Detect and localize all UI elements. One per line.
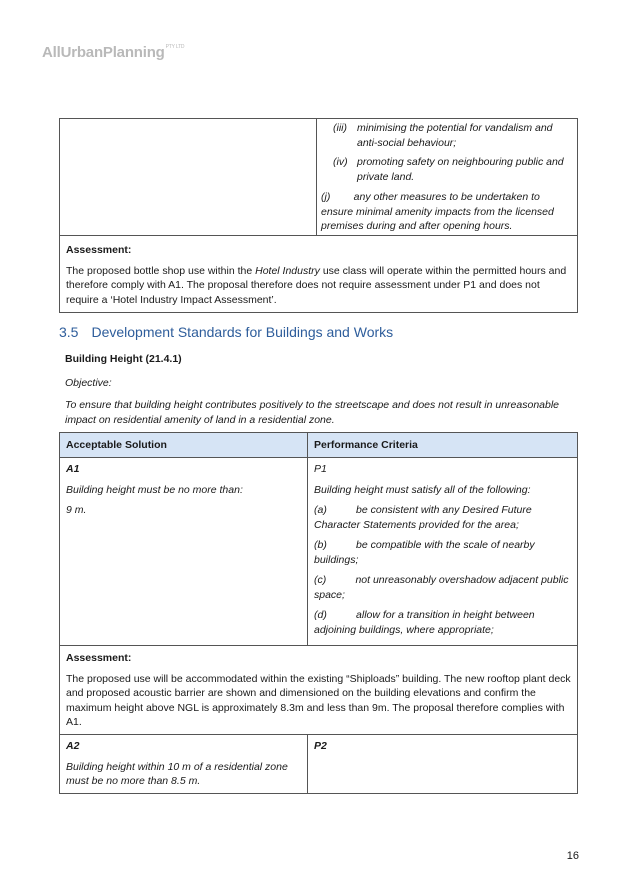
list-text: promoting safety on neighbouring public and private land. — [357, 156, 564, 183]
assessment-text-end: use class will operate within the permitted hours and therefore comply with A1. The proposal therefore does not require assessment under P1 and does not require a ‘Hotel Industry Impact Assessment’. — [66, 264, 567, 306]
list-marker: (c) — [314, 574, 327, 586]
top-table-assessment-row — [59, 235, 578, 313]
list-text: minimising the potential for vandalism and anti-social behaviour; — [357, 122, 553, 149]
list-marker: (a) — [314, 504, 327, 516]
performance-criteria-cell — [317, 119, 577, 235]
page-number: 16 — [566, 850, 579, 862]
assessment-text — [66, 264, 571, 308]
p1-item-d — [314, 608, 569, 637]
section-number: 3.5 — [59, 324, 79, 340]
list-marker: (d) — [314, 609, 327, 621]
section-heading — [59, 324, 393, 340]
assessment-text-start: The proposed bottle shop use within the — [66, 264, 256, 277]
col-acceptable-solution: Acceptable Solution — [66, 439, 167, 451]
list-item-iii — [321, 121, 571, 150]
performance-criteria-cell — [308, 735, 577, 793]
p1-intro: Building height must satisfy all of the following: — [314, 483, 531, 496]
p1-item-a — [314, 503, 569, 532]
list-marker: (b) — [314, 539, 327, 551]
a1-code: A1 — [66, 463, 80, 475]
col-performance-criteria: Performance Criteria — [314, 439, 418, 451]
a1-p1-row — [59, 457, 578, 646]
p2-code: P2 — [314, 740, 327, 752]
acceptable-solution-cell — [60, 458, 307, 645]
p1-code: P1 — [314, 463, 327, 475]
list-marker: (j) — [321, 191, 331, 203]
list-marker: (iii) — [333, 122, 347, 134]
list-marker: (iv) — [333, 156, 348, 168]
section-title: Development Standards for Buildings and Works — [91, 324, 394, 340]
assessment-text-italic: Hotel Industry — [255, 264, 320, 277]
list-text: any other measures to be undertaken to ensure minimal amenity impacts from the licensed premises during and after opening hours. — [321, 191, 554, 232]
list-text: allow for a transition in height between adjoining buildings, where appropriate; — [314, 609, 535, 636]
a1-text: Building height must be no more than: — [66, 483, 243, 496]
logo-mark: PTY LTD — [165, 44, 185, 50]
list-item-j — [321, 190, 571, 234]
a2-code: A2 — [66, 740, 80, 752]
performance-criteria-cell — [308, 458, 577, 645]
list-text: be consistent with any Desired Future Character Statements provided for the area; — [314, 504, 532, 531]
p1-item-b — [314, 538, 569, 567]
standards-assessment-row — [59, 645, 578, 735]
p1-item-c — [314, 573, 569, 602]
logo-text: AllUrbanPlanning — [42, 44, 165, 61]
list-text: not unreasonably overshadow adjacent public space; — [314, 574, 569, 601]
assessment-text: The proposed use will be accommodated within the existing “Shiploads” building. The new rooftop plant deck and proposed acoustic barrier are shown and dimensioned on the building elevations and confirm the maximum height above NGL is approximately 8.3m and less than 9m. The proposal therefore complies with A1. — [66, 672, 571, 728]
list-item-iv — [321, 155, 571, 184]
objective-label: Objective: — [65, 377, 112, 389]
a2-p2-row — [59, 734, 578, 794]
objective-text: To ensure that building height contributes positively to the streetscape and does not result in unreasonable impact on residential amenity of land in a residential zone. — [65, 399, 560, 426]
a2-text: Building height within 10 m of a residential zone must be no more than 8.5 m. — [66, 760, 288, 787]
column-divider — [307, 433, 308, 457]
list-text: be compatible with the scale of nearby buildings; — [314, 539, 535, 566]
top-table-continuation-row — [59, 118, 578, 236]
assessment-label: Assessment: — [66, 244, 132, 256]
subsection-title: Building Height (21.4.1) — [65, 353, 182, 365]
company-logo — [42, 44, 184, 61]
standards-table-header — [59, 432, 578, 458]
acceptable-solution-cell — [60, 735, 307, 793]
a1-value: 9 m. — [66, 504, 87, 516]
assessment-label: Assessment: — [66, 652, 132, 664]
